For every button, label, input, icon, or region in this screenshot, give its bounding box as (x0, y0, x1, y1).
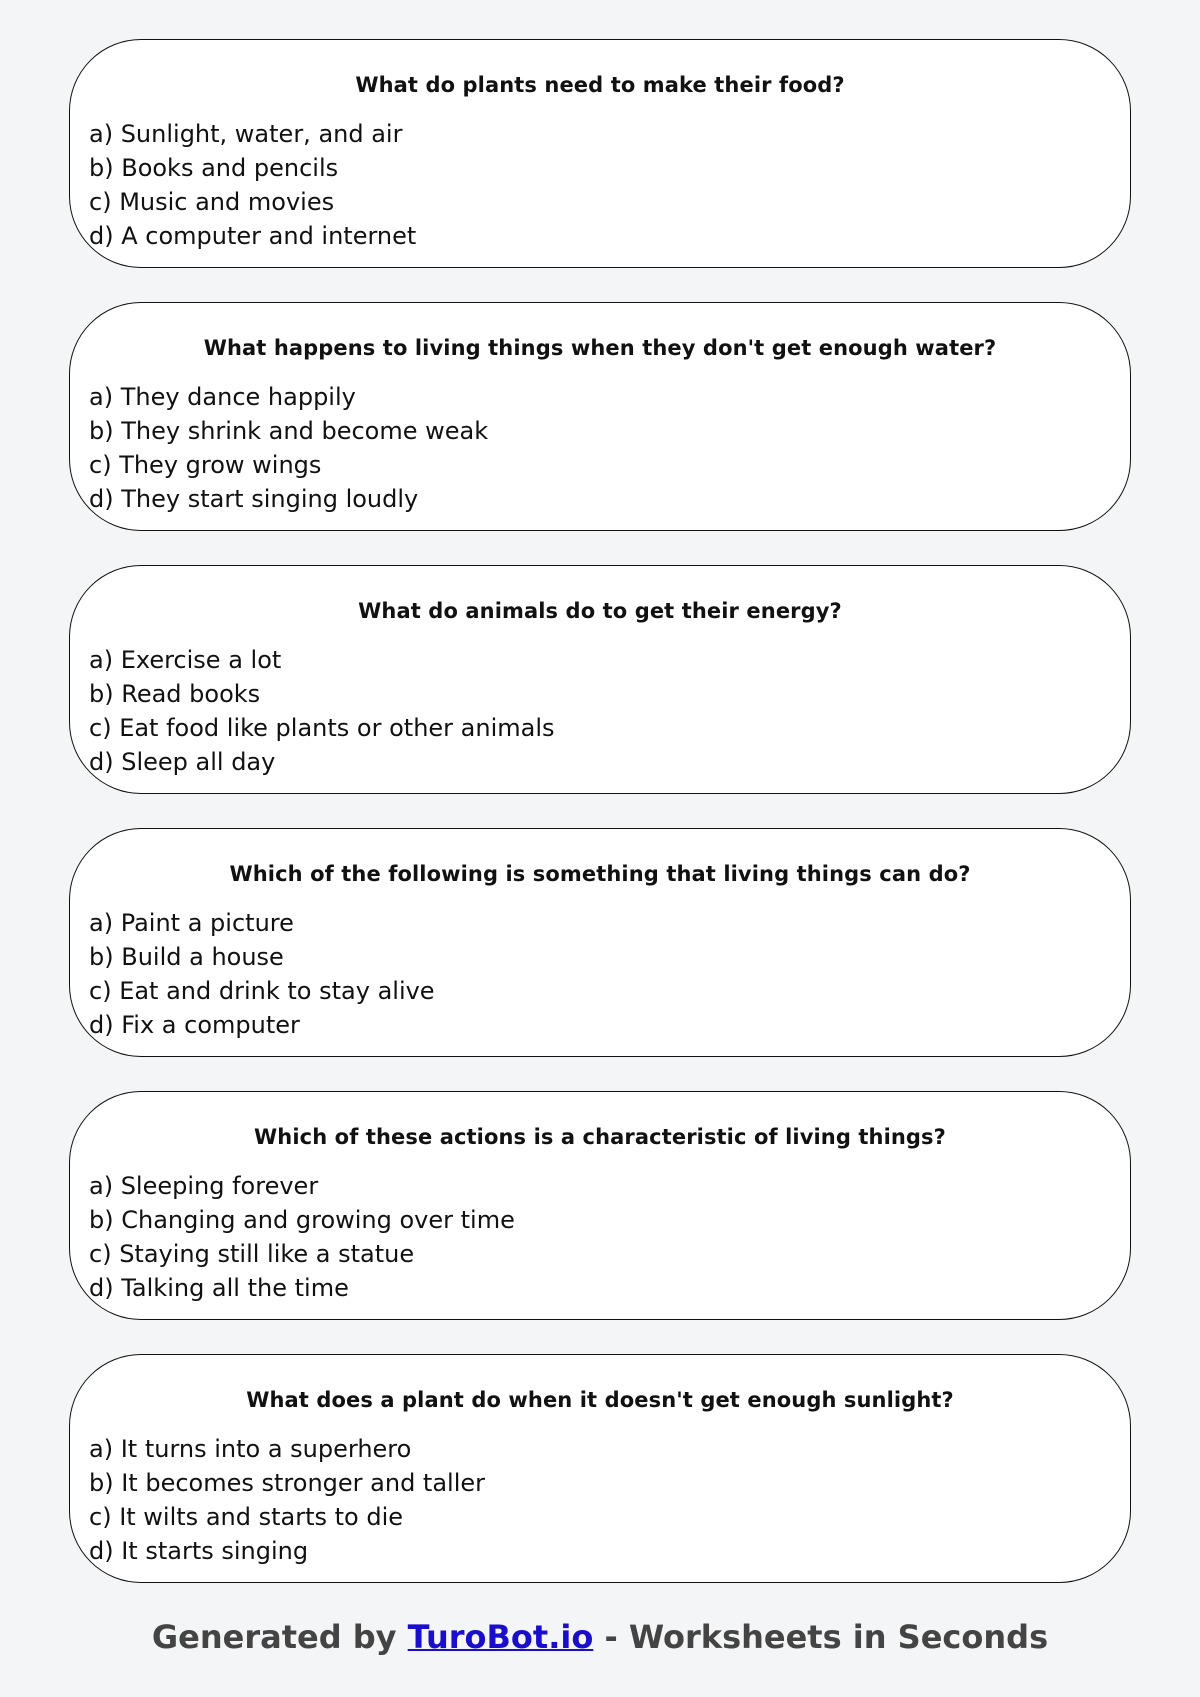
question-card (69, 39, 1131, 268)
answer-options (89, 1169, 515, 1305)
answer-option: d) Talking all the time (89, 1274, 349, 1302)
footer-suffix: - Worksheets in Seconds (593, 1618, 1049, 1656)
answer-option: c) It wilts and starts to die (89, 1503, 404, 1531)
answer-option: a) Sunlight, water, and air (89, 120, 403, 148)
answer-option: d) Sleep all day (89, 748, 276, 776)
answer-option: a) They dance happily (89, 383, 356, 411)
answer-option: b) Build a house (89, 943, 284, 971)
answer-option: d) A computer and internet (89, 222, 417, 250)
question-text: What happens to living things when they don't get enough water? (203, 336, 997, 360)
question-card (69, 1354, 1131, 1583)
answer-option: b) Books and pencils (89, 154, 339, 182)
answer-option: a) Exercise a lot (89, 646, 282, 674)
answer-options (89, 643, 555, 779)
question-card (69, 828, 1131, 1057)
answer-option: b) Read books (89, 680, 261, 708)
footer-credit (0, 1617, 1200, 1657)
footer-prefix: Generated by (151, 1618, 408, 1656)
turobot-link[interactable]: TuroBot.io (407, 1618, 594, 1656)
answer-option: a) Paint a picture (89, 909, 294, 937)
answer-options (89, 117, 416, 253)
question-text: What do animals do to get their energy? (358, 599, 842, 623)
question-card (69, 565, 1131, 794)
answer-option: a) It turns into a superhero (89, 1435, 412, 1463)
answer-options (89, 906, 435, 1042)
question-text: What does a plant do when it doesn't get enough sunlight? (246, 1388, 954, 1412)
question-card (69, 302, 1131, 531)
answer-option: d) They start singing loudly (89, 485, 419, 513)
answer-option: c) They grow wings (89, 451, 322, 479)
question-card (69, 1091, 1131, 1320)
answer-option: c) Eat food like plants or other animals (89, 714, 555, 742)
answer-options (89, 1432, 485, 1568)
answer-option: a) Sleeping forever (89, 1172, 319, 1200)
answer-option: b) They shrink and become weak (89, 417, 489, 445)
answer-option: c) Music and movies (89, 188, 335, 216)
answer-option: b) It becomes stronger and taller (89, 1469, 486, 1497)
question-text: Which of the following is something that living things can do? (229, 862, 971, 886)
question-text: What do plants need to make their food? (355, 73, 845, 97)
answer-option: b) Changing and growing over time (89, 1206, 515, 1234)
question-text: Which of these actions is a characteristic of living things? (254, 1125, 946, 1149)
answer-options (89, 380, 488, 516)
answer-option: d) It starts singing (89, 1537, 309, 1565)
answer-option: d) Fix a computer (89, 1011, 300, 1039)
answer-option: c) Staying still like a statue (89, 1240, 415, 1268)
answer-option: c) Eat and drink to stay alive (89, 977, 435, 1005)
